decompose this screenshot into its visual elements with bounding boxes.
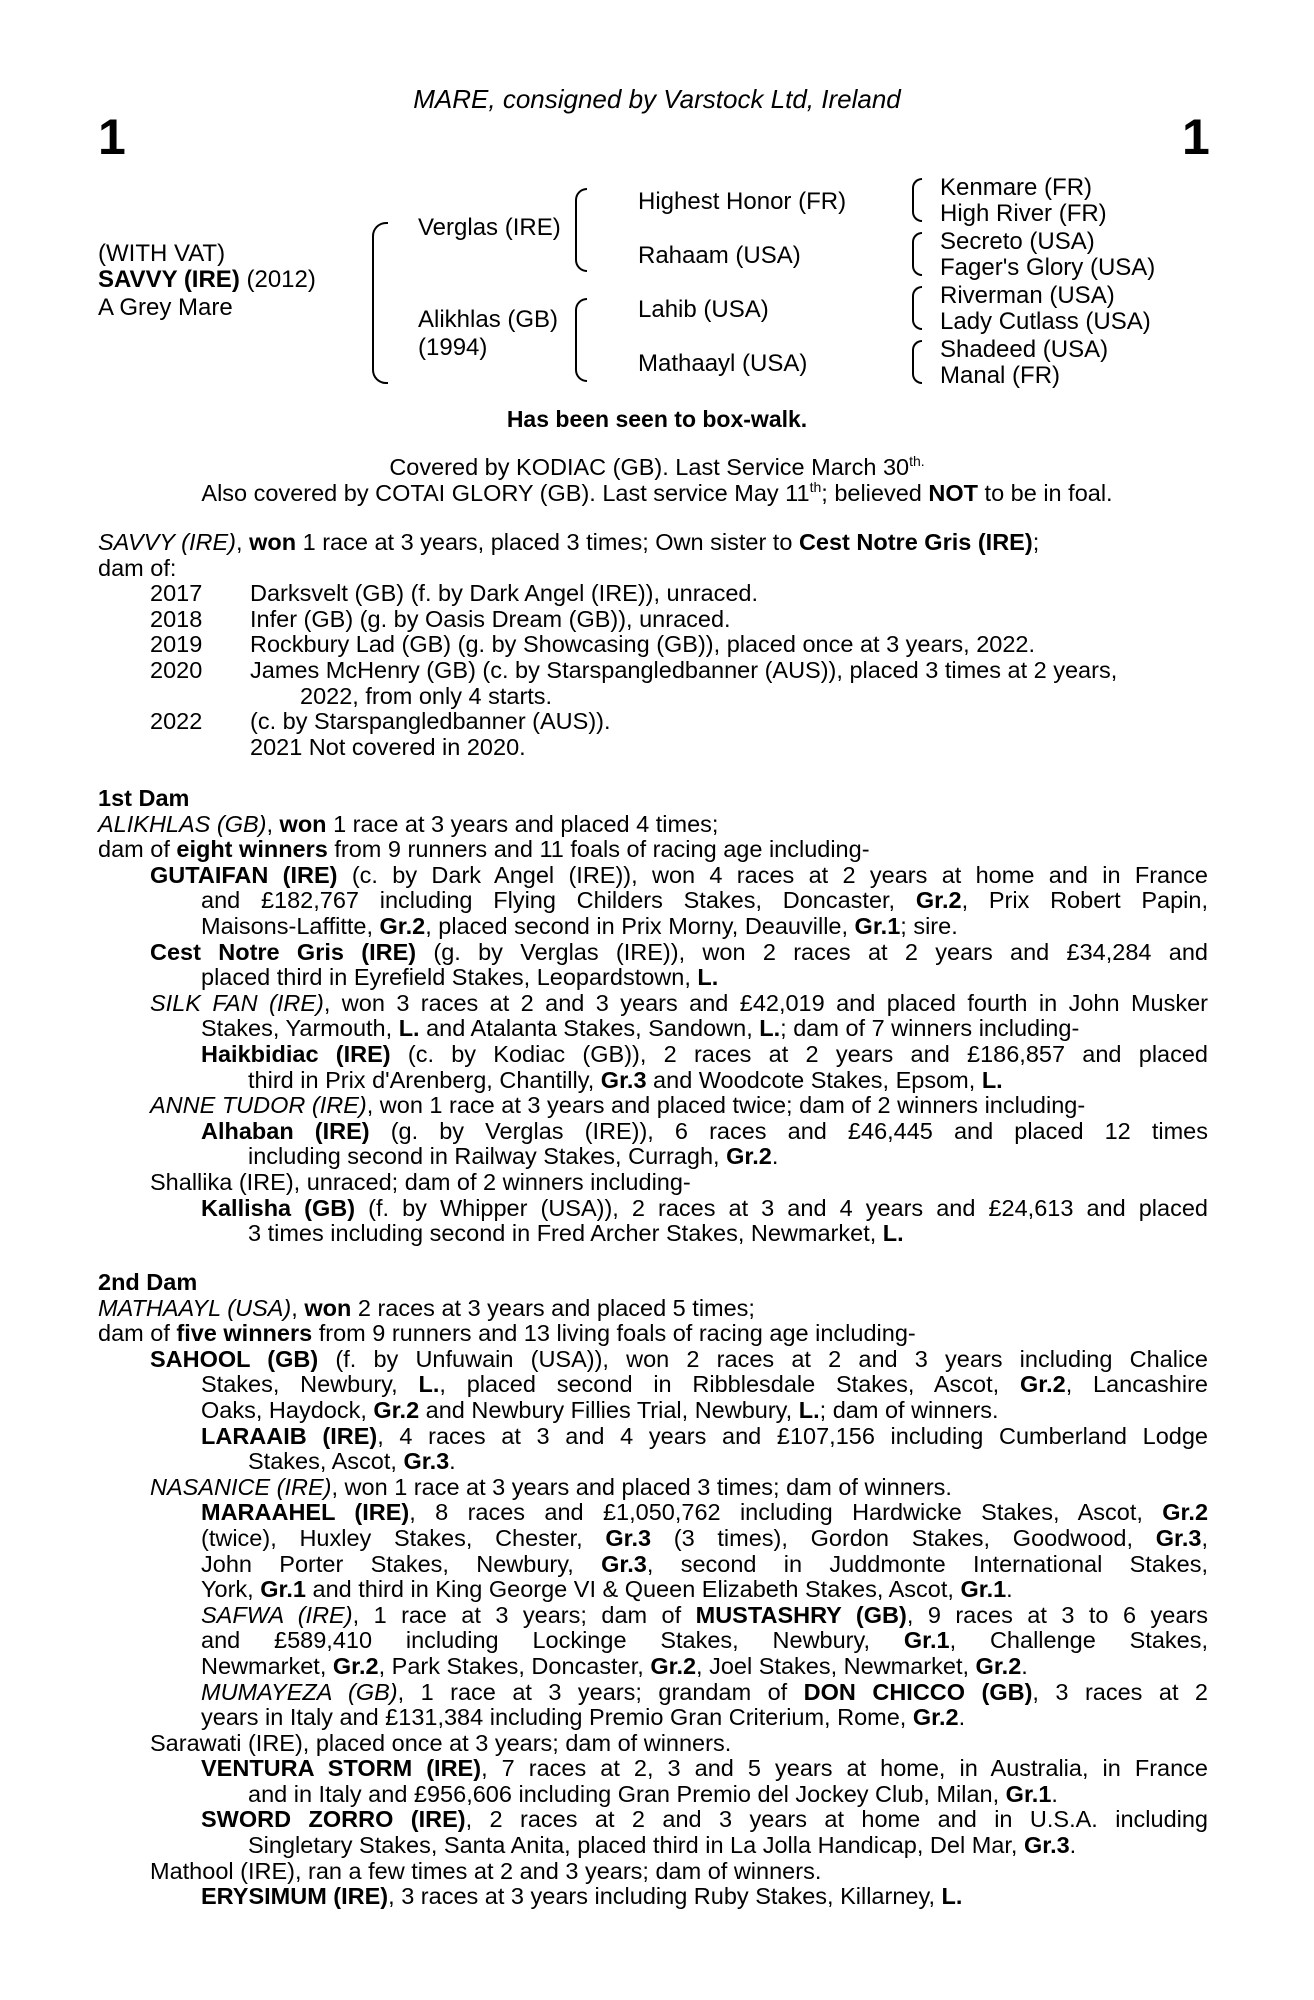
horse-name-line	[98, 266, 316, 294]
produce-record	[98, 632, 1208, 658]
text-run: Also covered by COTAI GLORY (GB). Last service May 11	[201, 480, 810, 506]
section-heading: 1st Dam	[98, 785, 190, 811]
text-run: Gr.3	[1023, 1832, 1070, 1859]
text-run: VENTURA STORM (IRE)	[201, 1755, 482, 1782]
text-run: Oaks, Haydock,	[201, 1396, 374, 1423]
text-run: SWORD ZORRO (IRE)	[201, 1806, 466, 1833]
text-line	[98, 863, 1208, 889]
text-line: Stakes, Ascot, Gr.3.	[248, 1448, 456, 1475]
text-run: Gr.3	[403, 1448, 450, 1475]
produce-record	[98, 607, 1208, 633]
text-run: (c. by Kodiac (GB)), 2 races at 2 years and £186,857 and placed	[390, 1040, 1208, 1067]
text-run: L.	[798, 1396, 820, 1423]
text-run: from 9 runners and 11 foals of racing age including-	[327, 836, 870, 863]
text-line	[98, 1500, 1208, 1526]
text-line	[98, 940, 1208, 966]
text-run: Gr.2	[332, 1652, 379, 1679]
section-heading: 2nd Dam	[98, 1269, 198, 1295]
text-line	[98, 1756, 1208, 1782]
text-run: 2021 Not covered in 2020.	[250, 733, 526, 760]
text-run: from 9 runners and 13 living foals of racing age including-	[312, 1320, 916, 1347]
text-run: Stakes, Yarmouth,	[201, 1015, 399, 1042]
text-line	[98, 1475, 1208, 1501]
covering-line-1	[0, 454, 1314, 481]
horse-year: (2012)	[246, 266, 316, 293]
text-line	[98, 1552, 1208, 1578]
text-run: Gr.3	[605, 1524, 652, 1551]
text-run: Infer (GB) (g. by Oasis Dream (GB)), unraced.	[250, 605, 731, 632]
text-run: 2017	[150, 580, 203, 607]
text-line	[98, 914, 1208, 940]
text-run: and third in King George VI & Queen Elizabeth Stakes, Ascot,	[305, 1576, 961, 1603]
horse-name: SAVVY (IRE)	[98, 266, 240, 293]
text-run: Newmarket,	[201, 1652, 333, 1679]
text-run: , 8 races and £1,050,762 including Hardwicke Stakes, Ascot,	[409, 1499, 1163, 1526]
dam-sire-sire: Riverman (USA)	[940, 282, 1115, 309]
text-run: Stakes, Newbury,	[201, 1371, 419, 1398]
text-run: Cest Notre Gris (IRE)	[798, 529, 1033, 555]
text-run: Gr.1	[260, 1576, 306, 1603]
pedigree-brace	[912, 178, 922, 222]
text-run: five winners	[176, 1320, 313, 1347]
dam-sire-dam: Lady Cutlass (USA)	[940, 308, 1151, 335]
text-run: 1 race at 3 years, placed 3 times; Own sister to	[296, 529, 799, 555]
produce-record	[98, 735, 1208, 761]
text-run: L.	[981, 1066, 1003, 1093]
text-run: (f. by Whipper (USA)), 2 races at 3 and 4 years and £24,613 and placed	[355, 1194, 1208, 1221]
text-run: Gr.2	[975, 1652, 1022, 1679]
text-run: Singletary Stakes, Santa Anita, placed third in La Jolla Handicap, Del Mar,	[248, 1832, 1024, 1859]
text-line	[98, 1807, 1208, 1833]
text-line	[98, 1093, 1208, 1119]
text-run: won	[279, 810, 327, 837]
sire-dam-sire: Secreto (USA)	[940, 228, 1095, 255]
text-run: and £589,410 including Lockinge Stakes, Newbury,	[201, 1627, 904, 1654]
vat-label: (WITH VAT)	[98, 240, 226, 267]
text-line: York, Gr.1 and third in King George VI & Queen Elizabeth Stakes, Ascot, Gr.1.	[201, 1576, 1013, 1603]
text-line	[98, 1884, 1208, 1910]
text-line	[98, 1424, 1208, 1450]
text-run: 1 race at 3 years and placed 4 times;	[326, 810, 719, 837]
text-run: (g. by Verglas (IRE)), 6 races and £46,445 and placed 12 times	[369, 1117, 1208, 1144]
text-line	[98, 1372, 1208, 1398]
text-run: Gr.1	[903, 1627, 950, 1654]
dam-dam-dam: Manal (FR)	[940, 362, 1061, 389]
produce-record	[98, 658, 1208, 684]
sire-sire-dam: High River (FR)	[940, 200, 1107, 227]
pedigree-brace	[912, 286, 922, 330]
text-run: LARAAIB (IRE)	[201, 1422, 378, 1449]
text-line: Newmarket, Gr.2, Park Stakes, Doncaster, Gr.2, Joel Stakes, Newmarket, Gr.2.	[201, 1652, 1028, 1679]
text-run: James McHenry (GB) (c. by Starspangledbanner (AUS)), placed 3 times at 2 years,	[250, 656, 1118, 683]
text-run: ,	[236, 529, 250, 555]
text-run: 3 times including second in Fred Archer Stakes, Newmarket,	[248, 1220, 883, 1247]
sire-dam: Rahaam (USA)	[638, 242, 801, 269]
text-run: Darksvelt (GB) (f. by Dark Angel (IRE)), unraced.	[250, 580, 759, 607]
text-run: won	[249, 529, 297, 555]
text-run: third in Prix d'Arenberg, Chantilly,	[248, 1066, 601, 1093]
text-run: , 3 races at 3 years including Ruby Stakes, Killarney,	[388, 1883, 942, 1910]
text-run: Gr.2	[379, 912, 426, 939]
text-run: (twice), Huxley Stakes, Chester,	[201, 1524, 606, 1551]
text-run: , 4 races at 3 and 4 years and £107,156 including Cumberland Lodge	[377, 1422, 1209, 1449]
text-run: Gr.1	[1005, 1780, 1052, 1807]
text-run: 2022	[150, 708, 203, 735]
text-run: , won 3 races at 2 and 3 years and £42,019 and placed fourth in John Musker	[323, 989, 1209, 1016]
text-run: ALIKHLAS (GB)	[98, 810, 267, 837]
text-line	[98, 888, 1208, 914]
text-run: Gr.1	[854, 912, 901, 939]
text-run: ; dam of 7 winners including-	[780, 1015, 1080, 1042]
text-line: MATHAAYL (USA), won 2 races at 3 years and placed 5 times;	[98, 1294, 755, 1321]
text-run: GUTAIFAN (IRE)	[150, 861, 338, 888]
covering-line-2	[0, 480, 1314, 507]
text-run: ANNE TUDOR (IRE)	[150, 1092, 367, 1119]
text-run: L.	[697, 964, 719, 991]
dam: Alikhlas (GB)	[418, 306, 559, 333]
horse-desc: A Grey Mare	[98, 294, 233, 321]
text-line: Singletary Stakes, Santa Anita, placed third in La Jolla Handicap, Del Mar, Gr.3.	[248, 1832, 1077, 1859]
text-line	[98, 991, 1208, 1017]
produce-section	[98, 530, 1208, 760]
text-run: MUMAYEZA (GB)	[201, 1678, 398, 1705]
text-run: and in Italy and £956,606 including Gran Premio del Jockey Club, Milan,	[248, 1780, 1006, 1807]
text-run: ERYSIMUM (IRE)	[201, 1883, 389, 1910]
text-run: (3 times), Gordon Stakes, Goodwood,	[651, 1524, 1156, 1551]
text-run: (f. by Unfuwain (USA)), won 2 races at 2 and 3 years including Chalice	[318, 1345, 1208, 1372]
text-run: NASANICE (IRE)	[150, 1473, 332, 1500]
text-line: and in Italy and £956,606 including Gran Premio del Jockey Club, Milan, Gr.1.	[248, 1780, 1058, 1807]
text-run: to be in foal.	[978, 480, 1113, 506]
text-run: , 3 races at 2	[1032, 1678, 1209, 1705]
text-line	[98, 1347, 1208, 1373]
text-run: SAFWA (IRE)	[201, 1601, 353, 1628]
text-run: th	[809, 479, 822, 496]
text-line: Mathool (IRE), ran a few times at 2 and 3 years; dam of winners.	[150, 1857, 822, 1884]
pedigree-brace	[912, 340, 922, 384]
text-run: , won 1 race at 3 years and placed 3 times; dam of winners.	[331, 1473, 952, 1500]
dam-dam-sire: Shadeed (USA)	[940, 336, 1109, 363]
text-run: and Atalanta Stakes, Sandown,	[419, 1015, 760, 1042]
text-run: Gr.2	[1019, 1371, 1066, 1398]
text-run: ; believed	[821, 480, 929, 506]
text-run: (c. by Starspangledbanner (AUS)).	[250, 708, 611, 735]
text-run: 2 races at 3 years and placed 5 times;	[351, 1294, 755, 1321]
text-line: ALIKHLAS (GB), won 1 race at 3 years and placed 4 times;	[98, 810, 719, 837]
text-run: , placed second in Prix Morny, Deauville,	[425, 912, 855, 939]
sire-sire: Highest Honor (FR)	[638, 188, 847, 215]
produce-record	[98, 709, 1208, 735]
text-run: John Porter Stakes, Newbury,	[201, 1550, 602, 1577]
text-line: Shallika (IRE), unraced; dam of 2 winners including-	[150, 1168, 691, 1195]
text-line	[98, 965, 1208, 991]
text-run: , 9 races at 3 to 6 years	[906, 1601, 1208, 1628]
text-run: Gr.2	[915, 887, 962, 914]
text-run: Gr.2	[373, 1396, 420, 1423]
text-run: , Prix Robert Papin,	[961, 887, 1208, 914]
text-run: Gr.1	[960, 1576, 1007, 1603]
text-run: 2022, from only 4 starts.	[300, 682, 553, 709]
sire-sire-sire: Kenmare (FR)	[940, 174, 1093, 201]
pedigree-brace	[575, 188, 587, 272]
text-run: Gr.2	[650, 1652, 697, 1679]
text-run: L.	[759, 1015, 781, 1042]
text-run: ; sire.	[900, 912, 958, 939]
text-run: DON CHICCO (GB)	[803, 1678, 1033, 1705]
text-line: including second in Railway Stakes, Curragh, Gr.2.	[248, 1143, 779, 1170]
text-run: Cest Notre Gris (IRE)	[150, 938, 417, 965]
text-run: , 7 races at 2, 3 and 5 years at home, in Australia, in France	[481, 1755, 1209, 1782]
text-run: , won 1 race at 3 years and placed twice; dam of 2 winners including-	[366, 1092, 1086, 1119]
text-run: ;	[1032, 529, 1040, 555]
text-run: Kallisha (GB)	[201, 1194, 356, 1221]
text-run: Gr.3	[1155, 1524, 1202, 1551]
text-run: SAHOOL (GB)	[150, 1345, 319, 1372]
text-line	[98, 1603, 1208, 1629]
text-run: and Woodcote Stakes, Epsom,	[646, 1066, 982, 1093]
text-run: SAVVY (IRE)	[98, 529, 237, 555]
text-run: Gr.2	[912, 1704, 959, 1731]
dam-sire: Lahib (USA)	[638, 296, 769, 323]
text-run: 2018	[150, 605, 203, 632]
text-run: Rockbury Lad (GB) (g. by Showcasing (GB)), placed once at 3 years, 2022.	[250, 631, 1036, 658]
text-run: MARAAHEL (IRE)	[201, 1499, 410, 1526]
text-run: years in Italy and £131,384 including Premio Gran Criterium, Rome,	[201, 1704, 913, 1731]
text-line: years in Italy and £131,384 including Premio Gran Criterium, Rome, Gr.2.	[201, 1704, 966, 1731]
text-run: , Challenge Stakes,	[949, 1627, 1208, 1654]
text-run: SILK FAN (IRE)	[150, 989, 324, 1016]
text-run: Covered by KODIAC (GB). Last Service March 30	[389, 454, 910, 480]
text-run: Gr.3	[600, 1066, 647, 1093]
text-run: dam of	[98, 1320, 177, 1347]
text-line: Sarawati (IRE), placed once at 3 years; dam of winners.	[150, 1729, 732, 1756]
text-run: L.	[398, 1015, 420, 1042]
text-run: , second in Juddmonte International Stakes,	[646, 1550, 1209, 1577]
text-run: , placed second in Ribblesdale Stakes, Ascot,	[439, 1371, 1020, 1398]
lot-number-right: 1	[1182, 109, 1210, 165]
text-run: , Park Stakes, Doncaster,	[378, 1652, 651, 1679]
text-line	[98, 1068, 1208, 1094]
text-run: , Lancashire	[1065, 1371, 1208, 1398]
text-run: L.	[941, 1883, 963, 1910]
text-line	[98, 1196, 1208, 1222]
second-dam-section	[98, 1270, 1208, 1910]
text-run: L.	[882, 1220, 904, 1247]
text-run: ; dam of winners.	[819, 1396, 999, 1423]
text-run: won	[304, 1294, 352, 1321]
pedigree-brace	[912, 232, 922, 276]
text-line	[98, 1119, 1208, 1145]
text-run: placed third in Eyrefield Stakes, Leopardstown,	[201, 964, 698, 991]
text-line	[98, 530, 1208, 556]
lot-number-left: 1	[98, 109, 126, 165]
text-run: Maisons-Laffitte,	[201, 912, 380, 939]
text-run: Stakes, Ascot,	[248, 1448, 404, 1475]
sire: Verglas (IRE)	[418, 214, 561, 241]
text-run: and Newbury Fillies Trial, Newbury,	[419, 1396, 799, 1423]
sire-dam-dam: Fager's Glory (USA)	[940, 254, 1156, 281]
text-line: dam of:	[98, 554, 177, 581]
first-dam-section	[98, 786, 1208, 1247]
text-run: dam of	[98, 836, 177, 863]
text-line	[98, 1628, 1208, 1654]
text-run: , 2 races at 2 and 3 years at home and in U.S.A. including	[465, 1806, 1208, 1833]
text-run: , Joel Stakes, Newmarket,	[696, 1652, 976, 1679]
text-line	[98, 837, 1208, 863]
text-run: (c. by Dark Angel (IRE)), won 4 races at 2 years at home and in France	[337, 861, 1208, 888]
text-run: Gr.2	[726, 1143, 772, 1170]
text-run: Gr.3	[601, 1550, 647, 1577]
text-run: (g. by Verglas (IRE)), won 2 races at 2 years and £34,284 and	[416, 938, 1208, 965]
text-run: L.	[418, 1371, 440, 1398]
text-line: (twice), Huxley Stakes, Chester, Gr.3 (3 times), Gordon Stakes, Goodwood, Gr.3,	[201, 1524, 1208, 1551]
text-run: eight winners	[176, 836, 328, 863]
page-title: MARE, consigned by Varstock Ltd, Ireland	[413, 84, 901, 114]
text-run: Gr.2	[1162, 1499, 1209, 1526]
dam-year: (1994)	[418, 334, 488, 361]
text-run: NOT	[928, 480, 979, 506]
text-line	[98, 1016, 1208, 1042]
text-run: 2020	[150, 656, 203, 683]
text-run: MUSTASHRY (GB)	[695, 1601, 907, 1628]
text-line	[98, 1042, 1208, 1068]
text-run: MATHAAYL (USA)	[98, 1294, 292, 1321]
produce-record	[98, 684, 1208, 710]
produce-record	[98, 581, 1208, 607]
text-run: 2019	[150, 631, 203, 658]
text-run: including second in Railway Stakes, Curragh,	[248, 1143, 727, 1170]
text-run: Alhaban (IRE)	[201, 1117, 370, 1144]
text-line	[98, 1398, 1208, 1424]
box-walk-notice: Has been seen to box-walk.	[506, 406, 808, 432]
text-line	[98, 1680, 1208, 1706]
text-run: and £182,767 including Flying Childers Stakes, Doncaster,	[201, 887, 916, 914]
pedigree-brace	[372, 222, 388, 384]
text-line	[98, 1321, 1208, 1347]
text-run: York,	[201, 1576, 261, 1603]
text-run: th.	[909, 453, 925, 470]
text-run: , 1 race at 3 years; grandam of	[397, 1678, 804, 1705]
text-line	[98, 1221, 1208, 1247]
dam-dam: Mathaayl (USA)	[638, 350, 808, 377]
text-run: Haikbidiac (IRE)	[201, 1040, 391, 1067]
text-run: , 1 race at 3 years; dam of	[352, 1601, 696, 1628]
pedigree-brace	[575, 298, 587, 382]
